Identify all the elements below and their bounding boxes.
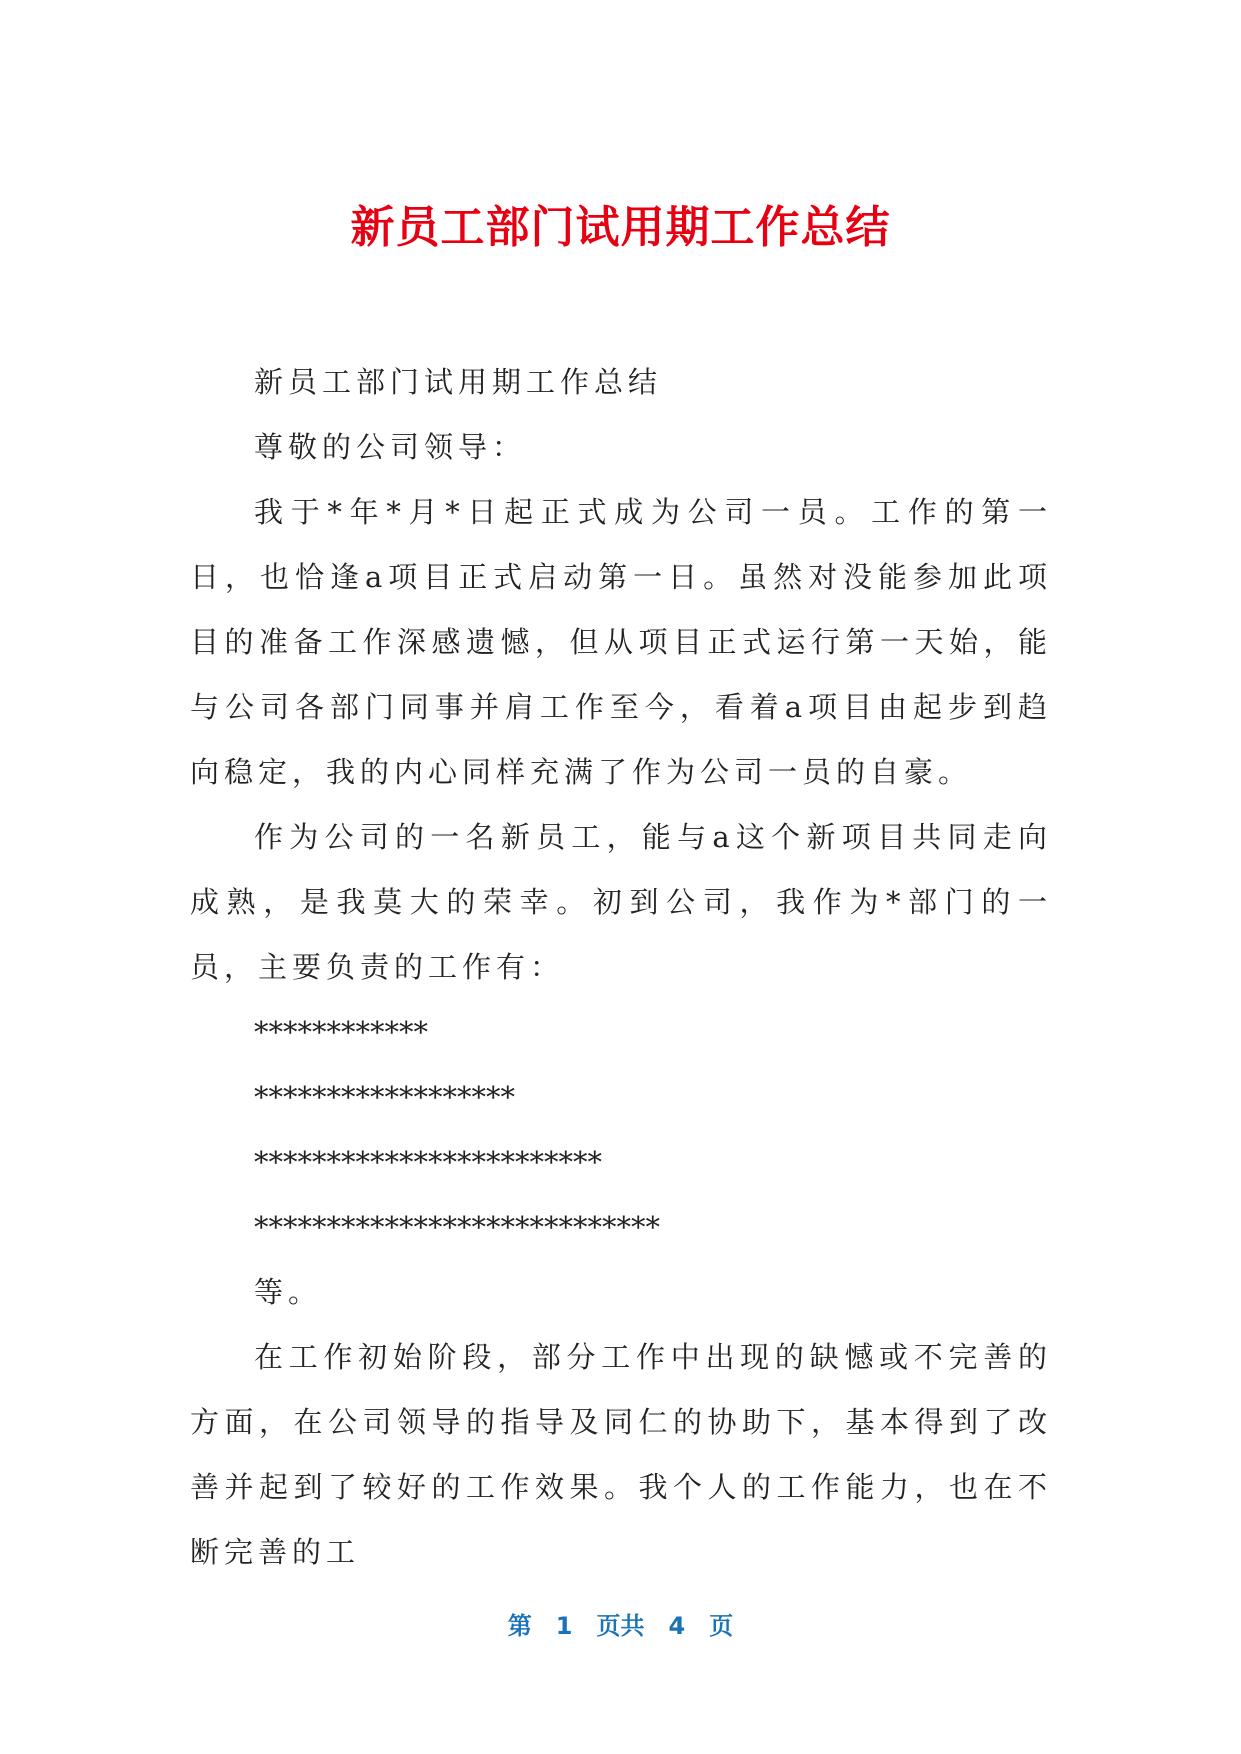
salutation: 尊敬的公司领导： (254, 430, 527, 464)
document-body (190, 350, 1052, 1585)
redacted-line: ************************ (254, 1145, 602, 1179)
closing-word: 等。 (254, 1275, 323, 1309)
paragraph-intro: 我于*年*月*日起正式成为公司一员。工作的第一日，也恰逢a项目正式启动第一日。虽然对没能参加此项目的准备工作深感遗憾，但从项目正式运行第一天始，能与公司各部门同事并肩工作至今，看着a项目由起步到趋向稳定，我的内心同样充满了作为公司一员的自豪。 (190, 495, 1052, 789)
body-heading: 新员工部门试用期工作总结 (254, 365, 663, 399)
redacted-line: ************ (254, 1015, 428, 1049)
redacted-line: ****************** (254, 1080, 515, 1114)
document-title: 新员工部门试用期工作总结 (350, 202, 891, 253)
page-number-footer: 第 1 页共 4 页 (507, 1612, 734, 1640)
paragraph-progress: 在工作初始阶段，部分工作中出现的缺憾或不完善的方面，在公司领导的指导及同仁的协助下，基本得到了改善并起到了较好的工作效果。我个人的工作能力，也在不断完善的工 (190, 1340, 1052, 1569)
paragraph-responsibilities: 作为公司的一名新员工，能与a这个新项目共同走向成熟，是我莫大的荣幸。初到公司，我作为*部门的一员，主要负责的工作有： (190, 820, 1052, 984)
redacted-line: **************************** (254, 1210, 660, 1244)
